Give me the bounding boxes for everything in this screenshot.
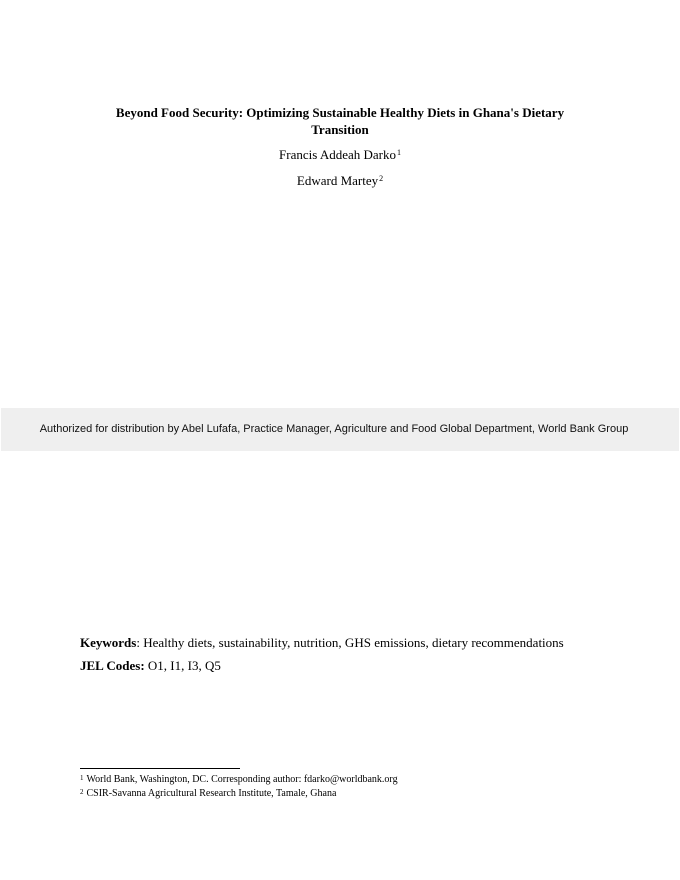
footnote-2-mark: 2 bbox=[80, 788, 84, 796]
author-1-name: Francis Addeah Darko bbox=[279, 147, 396, 162]
distribution-banner-text: Authorized for distribution by Abel Lufafa, Practice Manager, Agriculture and Food Global Department, World Bank Group bbox=[39, 423, 629, 435]
author-2-footnote-mark: 2 bbox=[379, 174, 384, 183]
author-1 bbox=[0, 147, 680, 163]
footnote-1 bbox=[80, 773, 640, 786]
keywords-label: Keywords bbox=[80, 635, 137, 650]
footnote-1-text: World Bank, Washington, DC. Corresponding author: fdarko@worldbank.org bbox=[86, 774, 398, 785]
keywords-value: Healthy diets, sustainability, nutrition, GHS emissions, dietary recommendations bbox=[139, 635, 564, 650]
footnote-2-text: CSIR-Savanna Agricultural Research Institute, Tamale, Ghana bbox=[86, 788, 337, 799]
distribution-banner bbox=[1, 408, 679, 451]
author-2 bbox=[0, 173, 680, 189]
footnote-1-mark: 1 bbox=[80, 774, 84, 782]
footnote-divider bbox=[80, 768, 240, 769]
jel-codes-label: JEL Codes: bbox=[80, 658, 145, 673]
keywords-line bbox=[80, 635, 640, 651]
jel-codes-value: O1, I1, I3, Q5 bbox=[144, 658, 221, 673]
author-2-name: Edward Martey bbox=[296, 173, 379, 188]
jel-codes-line bbox=[80, 658, 640, 674]
author-1-footnote-mark: 1 bbox=[396, 148, 401, 157]
footnote-2 bbox=[80, 787, 640, 800]
paper-title: Beyond Food Security: Optimizing Sustainable Healthy Diets in Ghana's Dietary Transition bbox=[115, 105, 565, 137]
keywords-separator: : bbox=[136, 635, 140, 650]
